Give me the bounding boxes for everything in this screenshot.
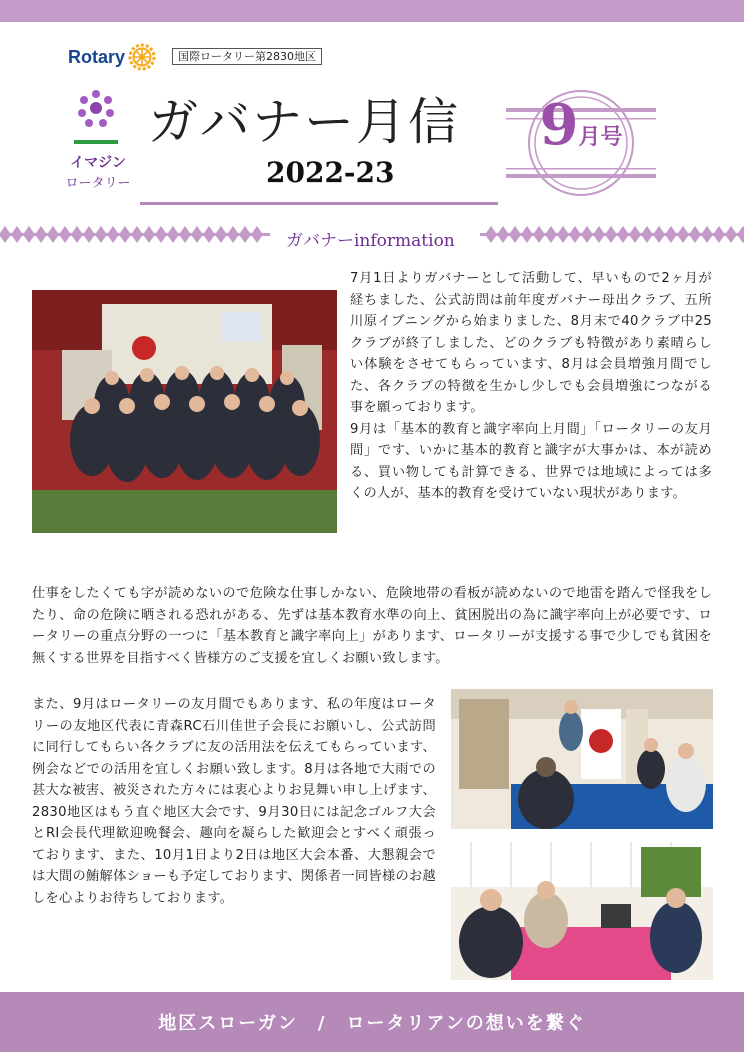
- divider-diamond: [228, 236, 238, 243]
- divider-diamond: [252, 236, 262, 243]
- divider-diamond: [510, 226, 520, 233]
- rotary-wheel-icon: [127, 42, 157, 72]
- paragraph-2: 9月は「基本的教育と識字率向上月間」「ロータリーの友月間」です、いかに基本的教育と識字が大事かは、本が読める、買い物しても計算できる、世界では地域によっては多くの人が、基本的教育を受けていない現状があります。: [350, 421, 712, 501]
- divider-diamond: [48, 236, 58, 243]
- divider-diamond: [24, 236, 34, 243]
- divider-diamond: [72, 226, 82, 233]
- divider-diamond: [240, 236, 250, 243]
- imagine-rotary-icon: [70, 86, 122, 150]
- page-title: ガバナー月信: [148, 93, 460, 151]
- divider-diamond: [204, 226, 214, 233]
- divider-diamond: [156, 226, 166, 233]
- month-suffix: 月号: [578, 124, 623, 150]
- meeting-photo-2: [451, 842, 713, 980]
- divider-diamond: [654, 236, 664, 243]
- divider-diamond: [84, 236, 94, 243]
- divider-diamond: [630, 226, 640, 233]
- divider-diamond: [36, 236, 46, 243]
- divider-diamond: [582, 236, 592, 243]
- divider-diamond: [36, 226, 46, 233]
- divider-diamond: [738, 226, 744, 233]
- paragraph-intro: [350, 268, 712, 505]
- divider-diamond: [96, 226, 106, 233]
- divider-diamond: [132, 226, 142, 233]
- paragraph-3: 仕事をしたくても字が読めないので危険な仕事しかない、危険地帯の看板が読めないので地雷を踏んで怪我をしたり、命の危険に晒される恐れがある、先ずは基本教育水準の向上、貧困脱出の為に識字率向上が必要です、ロータリーの重点分野の一つに「基本教育と識字率向上」があります、ロータリーが支援する事で少しでも貧困を無くする世界を目指すべく皆様方のご支援を宜しくお願い致します。: [32, 586, 712, 666]
- divider-diamond: [534, 236, 544, 243]
- divider-diamond: [486, 226, 496, 233]
- divider-diamond: [168, 226, 178, 233]
- divider-diamond: [12, 236, 22, 243]
- divider-diamond: [180, 236, 190, 243]
- divider-diamond: [96, 236, 106, 243]
- divider-diamond: [168, 236, 178, 243]
- divider-diamond: [156, 236, 166, 243]
- divider-diamond: [606, 226, 616, 233]
- divider-diamond: [702, 236, 712, 243]
- divider-diamond: [180, 226, 190, 233]
- rotary-wordmark: Rotary: [68, 46, 126, 67]
- divider-diamond: [192, 236, 202, 243]
- divider-diamond: [546, 236, 556, 243]
- divider-diamond: [666, 236, 676, 243]
- divider-diamond: [60, 226, 70, 233]
- month-stamp: [506, 92, 656, 158]
- divider-diamond: [84, 226, 94, 233]
- divider-diamond: [204, 236, 214, 243]
- meeting-photo-1: [451, 689, 713, 829]
- divider-diamond: [228, 226, 238, 233]
- divider-diamond: [618, 236, 628, 243]
- divider-diamond: [0, 226, 10, 233]
- divider-diamond: [582, 226, 592, 233]
- divider-diamond: [690, 226, 700, 233]
- divider-diamond: [666, 226, 676, 233]
- divider-diamond: [120, 236, 130, 243]
- divider-diamond: [642, 226, 652, 233]
- divider-diamond: [132, 236, 142, 243]
- divider-diamond: [690, 236, 700, 243]
- divider-diamond: [498, 236, 508, 243]
- divider-diamond: [522, 236, 532, 243]
- divider-diamond: [726, 236, 736, 243]
- title-underline: [140, 202, 498, 205]
- divider-diamond: [738, 236, 744, 243]
- divider-diamond: [144, 226, 154, 233]
- divider-diamond: [570, 236, 580, 243]
- divider-diamond: [714, 226, 724, 233]
- divider-diamond: [252, 226, 262, 233]
- divider-diamond: [702, 226, 712, 233]
- imagine-text-1: イマジン: [70, 155, 126, 171]
- divider-diamond: [144, 236, 154, 243]
- divider-diamond: [606, 236, 616, 243]
- divider-diamond: [714, 236, 724, 243]
- divider-diamond: [216, 226, 226, 233]
- divider-diamond: [108, 236, 118, 243]
- divider-diamond: [546, 226, 556, 233]
- divider-diamond: [192, 226, 202, 233]
- footer-slogan: 地区スローガン / ロータリアンの想いを繋ぐ: [0, 992, 744, 1052]
- divider-diamond: [558, 226, 568, 233]
- month-number: 9: [539, 92, 579, 158]
- imagine-text-2: ロータリー: [65, 176, 131, 191]
- divider-diamond: [534, 226, 544, 233]
- divider-diamond: [678, 226, 688, 233]
- divider-diamond: [654, 226, 664, 233]
- divider-diamond: [618, 226, 628, 233]
- divider-diamond: [0, 236, 10, 243]
- divider-diamond: [48, 226, 58, 233]
- divider-diamond: [630, 236, 640, 243]
- divider-diamond: [558, 236, 568, 243]
- divider-diamond: [510, 236, 520, 243]
- divider-diamond: [726, 226, 736, 233]
- divider-diamond: [12, 226, 22, 233]
- divider-diamond: [60, 236, 70, 243]
- fiscal-year: 2022-23: [266, 156, 395, 189]
- divider-diamond: [522, 226, 532, 233]
- top-banner: [0, 0, 744, 22]
- divider-diamond: [594, 236, 604, 243]
- district-label: 国際ロータリー第2830地区: [172, 48, 322, 65]
- divider-diamond: [240, 226, 250, 233]
- paragraph-friendship: [32, 694, 436, 909]
- divider-diamond: [570, 226, 580, 233]
- divider-diamond: [108, 226, 118, 233]
- section-title: ガバナーinformation: [282, 226, 459, 251]
- divider-diamond: [678, 236, 688, 243]
- divider-diamond: [120, 226, 130, 233]
- paragraph-4: また、9月はロータリーの友月間でもあります、私の年度はロータリーの友地区代表に青森RC石川佳世子会長にお願いし、公式訪問に同行してもらい各クラブに友の活用法を伝えてもらっています、例会などでの活用を宜しくお願い致します。8月は各地で大雨での甚大な被害、被災された方々には衷心よりお見舞い申し上げます、2830地区はもう直ぐ地区大会です、9月30日には記念ゴルフ大会とRI会長代理歓迎晩餐会、趣向を凝らした歓迎会とすべく頑張っております、また、10月1日より2日は地区大会本番、大懇親会では大間の鮪解体ショーも予定しております、関係者一同皆様のお越しを心よりお待ちしております。: [32, 697, 436, 906]
- divider-diamond: [498, 226, 508, 233]
- divider-diamond: [642, 236, 652, 243]
- divider-diamond: [24, 226, 34, 233]
- divider-diamond: [216, 236, 226, 243]
- divider-diamond: [594, 226, 604, 233]
- group-photo: [32, 290, 337, 533]
- divider-diamond: [72, 236, 82, 243]
- paragraph-1: 7月1日よりガバナーとして活動して、早いもので2ヶ月が経ちました、公式訪問は前年度ガバナー母出クラブ、五所川原イブニングから始まりました、8月末で40クラブ中25クラブが終了しました、どのクラブも特徴があり素晴らしい体験をさせてもらっています、8月は会員増強月間でした、各クラブの特徴を生かし少しでも会員増強につながる事を願っております。: [350, 271, 712, 415]
- divider-diamond: [486, 236, 496, 243]
- rotary-logo: [68, 42, 157, 72]
- paragraph-literacy: [32, 583, 712, 669]
